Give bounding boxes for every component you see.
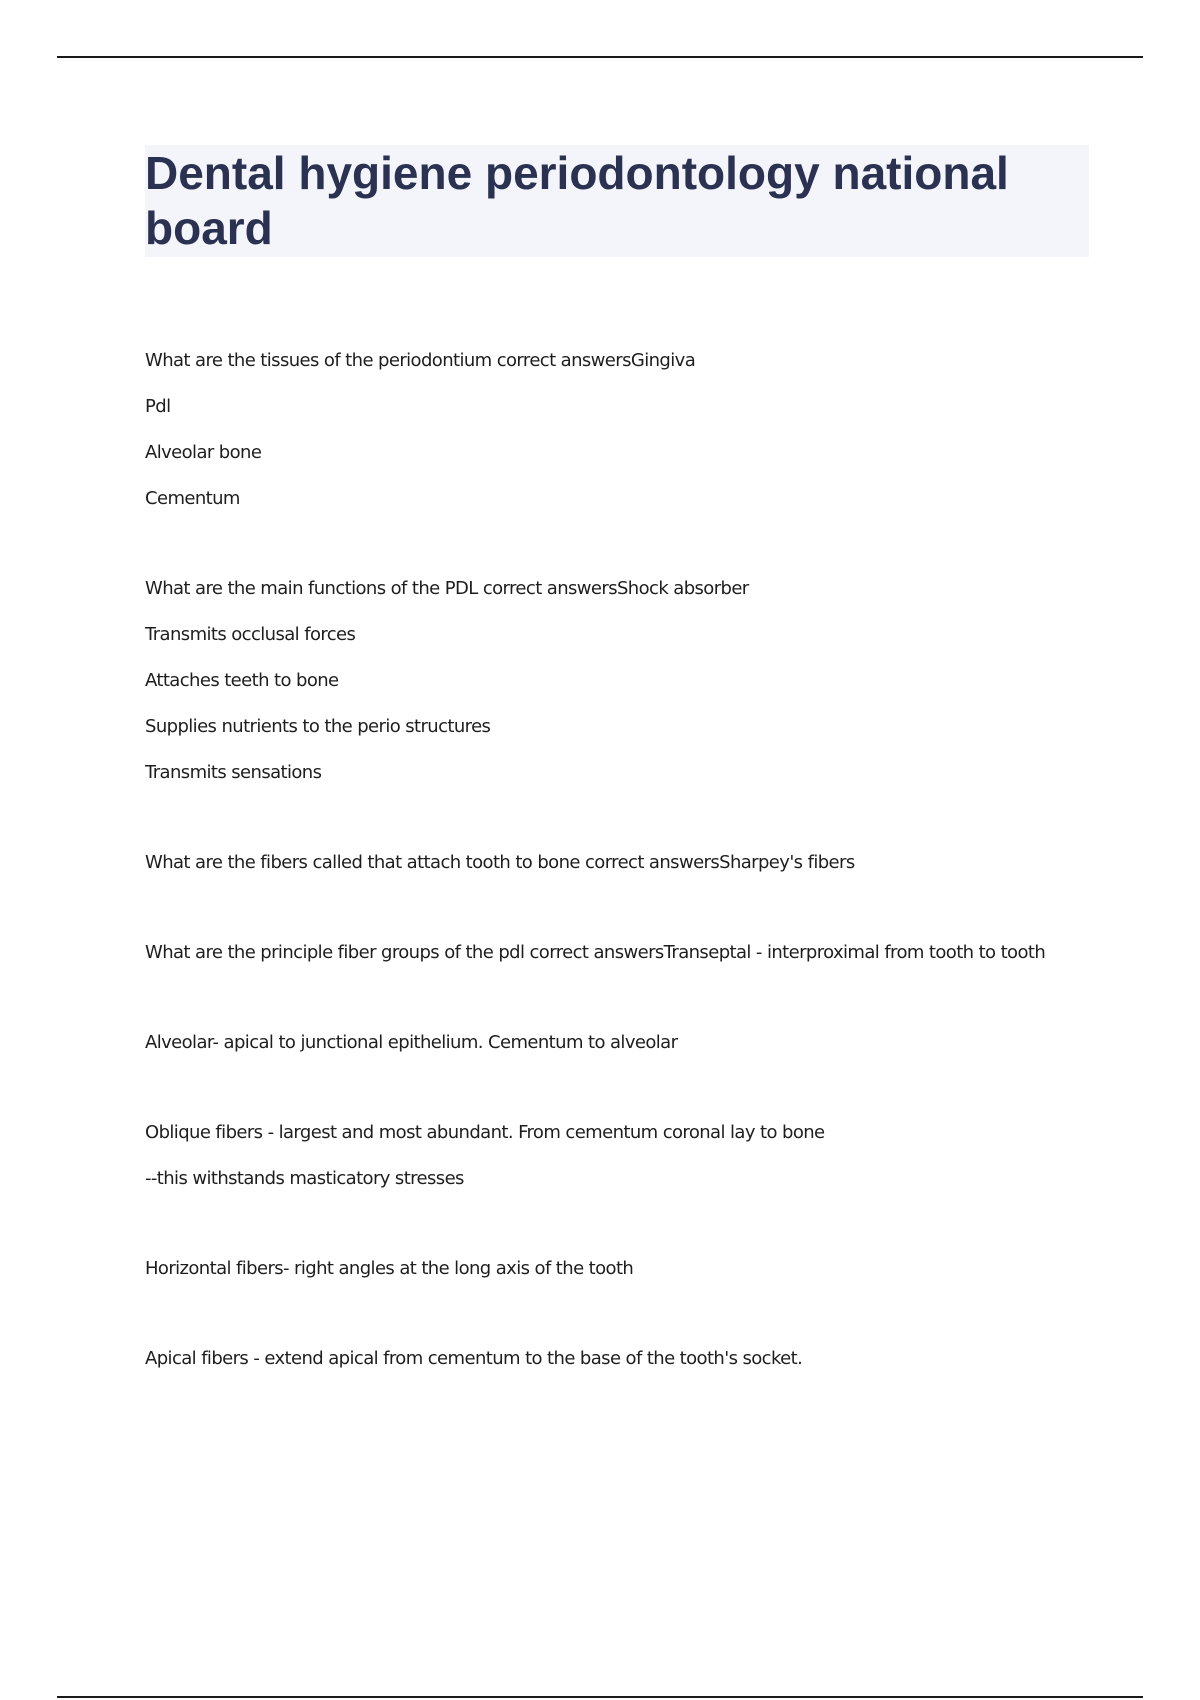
answer-line: Apical fibers - extend apical from cementum to the base of the tooth's socket. (145, 1348, 803, 1369)
question-line: What are the tissues of the periodontium correct answersGingiva (145, 350, 696, 371)
answer-line: Alveolar bone (145, 442, 262, 463)
answer-line: Attaches teeth to bone (145, 670, 339, 691)
question-line: What are the fibers called that attach tooth to bone correct answersSharpey's fibers (145, 852, 855, 873)
top-divider (57, 56, 1143, 58)
answer-line: Oblique fibers - largest and most abundant. From cementum coronal lay to bone (145, 1122, 825, 1143)
document-title: Dental hygiene periodontology national board (145, 147, 1009, 254)
answer-line: Alveolar- apical to junctional epithelium. Cementum to alveolar (145, 1032, 678, 1053)
answer-line: Horizontal fibers- right angles at the long axis of the tooth (145, 1258, 634, 1279)
answer-line: Pdl (145, 396, 171, 417)
bottom-divider (57, 1696, 1143, 1698)
answer-line: Supplies nutrients to the perio structures (145, 716, 491, 737)
document-body (145, 347, 1075, 1391)
question-line: What are the principle fiber groups of the pdl correct answersTranseptal - interproximal from tooth to tooth (145, 942, 1046, 963)
answer-line: Transmits occlusal forces (145, 624, 356, 645)
question-line: What are the main functions of the PDL correct answersShock absorber (145, 578, 749, 599)
answer-line: --this withstands masticatory stresses (145, 1168, 464, 1189)
answer-line: Cementum (145, 488, 240, 509)
answer-line: Transmits sensations (145, 762, 322, 783)
